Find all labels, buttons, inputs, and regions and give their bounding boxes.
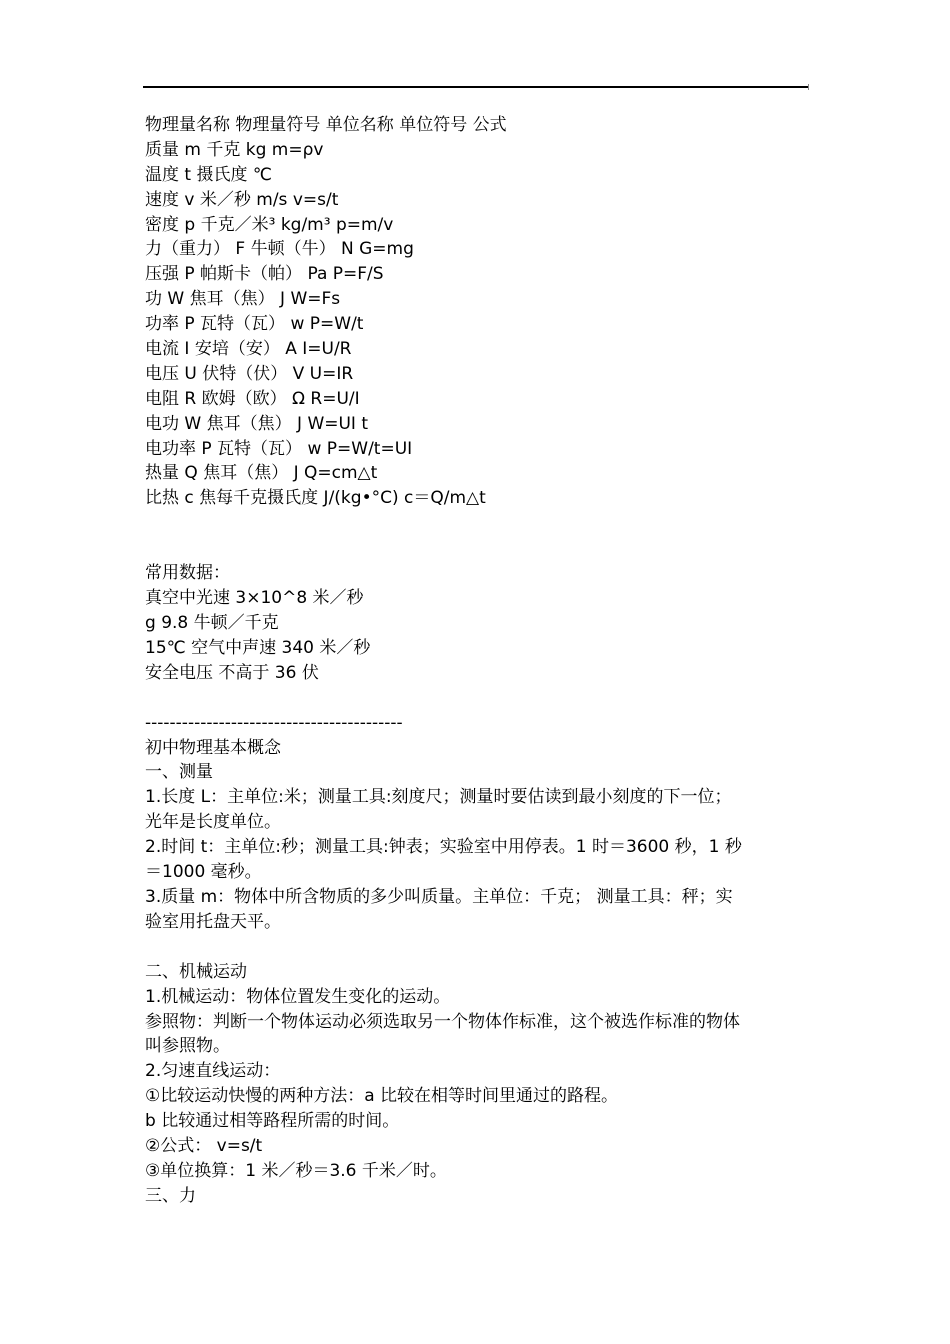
quantity-row: 热量 Q 焦耳（焦） J Q=cm△t <box>145 463 378 484</box>
paragraph-line: 1.机械运动：物体位置发生变化的运动。 <box>145 986 451 1007</box>
common-data-item: 15℃ 空气中声速 340 米／秒 <box>145 637 371 658</box>
quantity-row: 电压 U 伏特（伏） V U=IR <box>145 363 354 384</box>
paragraph-line: 参照物：判断一个物体运动必须选取另一个物体作标准，这个被选作标准的物体 <box>145 1011 740 1032</box>
quantity-row: 质量 m 千克 kg m=ρv <box>145 139 324 160</box>
paragraph-line: 1.长度 L：主单位:米；测量工具:刻度尺；测量时要估读到最小刻度的下一位； <box>145 787 732 808</box>
quantity-row: 力（重力） F 牛顿（牛） N G=mg <box>145 239 414 260</box>
header-rule-tick <box>808 84 809 90</box>
quantity-row: 温度 t 摄氏度 ℃ <box>145 164 272 185</box>
paragraph-line: 光年是长度单位。 <box>145 812 281 833</box>
paragraph-line: ③单位换算：1 米／秒＝3.6 千米／时。 <box>145 1160 447 1181</box>
concepts-section <box>145 736 811 1209</box>
paragraph-line: 验室用托盘天平。 <box>145 911 281 932</box>
quantity-row: 比热 c 焦每千克摄氏度 J/(kg•°C) c＝Q/m△t <box>145 488 486 509</box>
quantity-row: 功 W 焦耳（焦） J W=Fs <box>145 289 341 310</box>
paragraph-line: 2.时间 t：主单位:秒；测量工具:钟表；实验室中用停表。1 时＝3600 秒，1 秒 <box>145 837 742 858</box>
quantity-row: 电功 W 焦耳（焦） J W=UI t <box>145 413 369 434</box>
quantity-row: 速度 v 米／秒 m/s v=s/t <box>145 189 339 210</box>
section-heading-measurement: 一、测量 <box>145 762 213 783</box>
spacer <box>145 686 811 711</box>
spacer <box>145 935 811 960</box>
dashed-separator: ------------------------------------------ <box>145 712 403 733</box>
paragraph-line: 叫参照物。 <box>145 1036 230 1057</box>
paragraph-line: 3.质量 m：物体中所含物质的多少叫质量。主单位：千克； 测量工具：秤；实 <box>145 886 733 907</box>
document-body <box>145 113 811 1209</box>
common-data-title: 常用数据： <box>145 563 230 584</box>
paragraph-line: b 比较通过相等路程所需的时间。 <box>145 1111 400 1132</box>
quantity-row: 电功率 P 瓦特（瓦） w P=W/t=UI <box>145 438 413 459</box>
table-header: 物理量名称 物理量符号 单位名称 单位符号 公式 <box>145 115 507 135</box>
paragraph-line: ＝1000 毫秒。 <box>145 862 262 883</box>
quantity-table <box>145 138 811 511</box>
concepts-title: 初中物理基本概念 <box>145 737 281 758</box>
paragraph-line: ①比较运动快慢的两种方法：a 比较在相等时间里通过的路程。 <box>145 1086 619 1107</box>
header-rule <box>143 86 809 88</box>
quantity-row: 密度 p 千克／米³ kg/m³ p=m/v <box>145 214 394 235</box>
quantity-row: 电阻 R 欧姆（欧） Ω R=U/I <box>145 388 360 409</box>
spacer <box>145 511 811 561</box>
common-data-item: g 9.8 牛顿／千克 <box>145 613 279 634</box>
quantity-row: 压强 P 帕斯卡（帕） Pa P=F/S <box>145 264 384 285</box>
quantity-row: 电流 I 安培（安） A I=U/R <box>145 339 352 360</box>
common-data-item: 真空中光速 3×10^8 米／秒 <box>145 588 364 609</box>
common-data-item: 安全电压 不高于 36 伏 <box>145 662 319 683</box>
paragraph-line: ②公式： v=s/t <box>145 1135 263 1156</box>
common-data-section <box>145 561 811 685</box>
quantity-row: 功率 P 瓦特（瓦） w P=W/t <box>145 314 364 335</box>
section-heading-force: 三、力 <box>145 1185 196 1206</box>
paragraph-line: 2.匀速直线运动： <box>145 1061 281 1082</box>
section-heading-mechanical-motion: 二、机械运动 <box>145 961 247 982</box>
